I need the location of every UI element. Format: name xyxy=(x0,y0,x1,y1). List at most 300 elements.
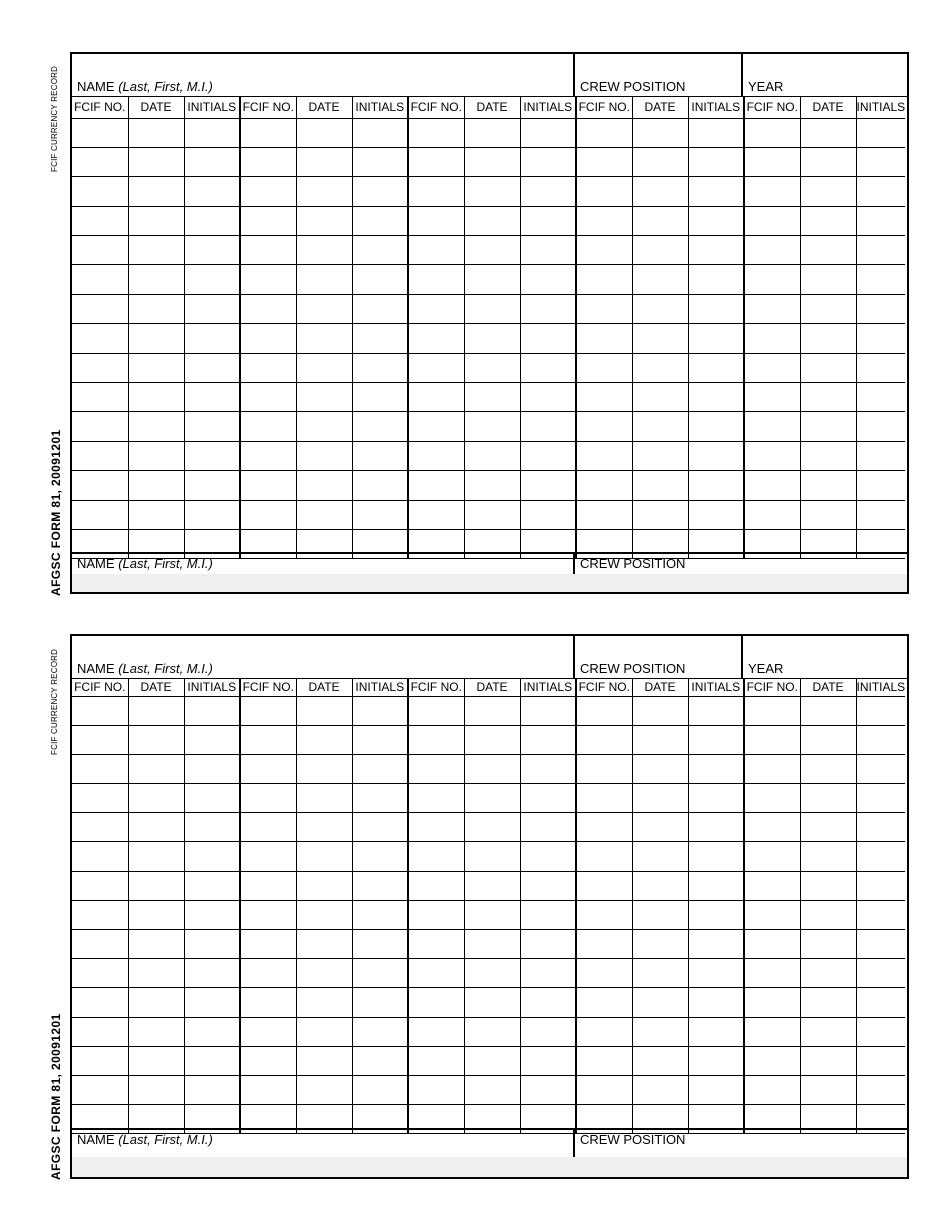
date-cell[interactable] xyxy=(296,988,352,1017)
initials-cell[interactable] xyxy=(856,441,905,470)
initials-cell[interactable] xyxy=(184,1075,240,1104)
initials-cell[interactable] xyxy=(352,236,408,265)
fcif-no-cell[interactable] xyxy=(408,842,464,871)
fcif-no-cell[interactable] xyxy=(72,813,128,842)
initials-cell[interactable] xyxy=(856,930,905,959)
initials-cell[interactable] xyxy=(352,930,408,959)
fcif-no-cell[interactable] xyxy=(576,988,632,1017)
initials-cell[interactable] xyxy=(352,1075,408,1104)
initials-cell[interactable] xyxy=(520,471,576,500)
initials-cell[interactable] xyxy=(184,324,240,353)
date-cell[interactable] xyxy=(800,147,856,176)
date-cell[interactable] xyxy=(128,900,184,929)
fcif-no-cell[interactable] xyxy=(240,754,296,783)
fcif-no-cell[interactable] xyxy=(576,725,632,754)
fcif-no-cell[interactable] xyxy=(576,1017,632,1046)
date-cell[interactable] xyxy=(800,177,856,206)
fcif-no-cell[interactable] xyxy=(72,900,128,929)
fcif-no-cell[interactable] xyxy=(744,1017,800,1046)
fcif-no-cell[interactable] xyxy=(240,236,296,265)
date-cell[interactable] xyxy=(296,696,352,725)
fcif-no-cell[interactable] xyxy=(72,1075,128,1104)
initials-cell[interactable] xyxy=(352,147,408,176)
initials-cell[interactable] xyxy=(856,118,905,147)
initials-cell[interactable] xyxy=(184,784,240,813)
initials-cell[interactable] xyxy=(688,871,744,900)
initials-cell[interactable] xyxy=(184,118,240,147)
fcif-no-cell[interactable] xyxy=(408,725,464,754)
date-cell[interactable] xyxy=(464,1075,520,1104)
fcif-no-cell[interactable] xyxy=(744,959,800,988)
fcif-no-cell[interactable] xyxy=(576,1075,632,1104)
fcif-no-cell[interactable] xyxy=(240,871,296,900)
initials-cell[interactable] xyxy=(352,177,408,206)
date-cell[interactable] xyxy=(128,471,184,500)
date-cell[interactable] xyxy=(128,177,184,206)
date-cell[interactable] xyxy=(800,754,856,783)
fcif-no-cell[interactable] xyxy=(576,265,632,294)
fcif-no-cell[interactable] xyxy=(240,412,296,441)
fcif-no-cell[interactable] xyxy=(72,265,128,294)
fcif-no-cell[interactable] xyxy=(240,1017,296,1046)
date-cell[interactable] xyxy=(632,383,688,412)
date-cell[interactable] xyxy=(296,1017,352,1046)
initials-cell[interactable] xyxy=(184,900,240,929)
fcif-no-cell[interactable] xyxy=(744,147,800,176)
initials-cell[interactable] xyxy=(856,147,905,176)
date-cell[interactable] xyxy=(632,959,688,988)
date-cell[interactable] xyxy=(800,1046,856,1075)
fcif-no-cell[interactable] xyxy=(576,353,632,382)
date-cell[interactable] xyxy=(296,871,352,900)
fcif-no-cell[interactable] xyxy=(576,1046,632,1075)
initials-cell[interactable] xyxy=(856,842,905,871)
initials-cell[interactable] xyxy=(352,988,408,1017)
initials-cell[interactable] xyxy=(520,206,576,235)
initials-cell[interactable] xyxy=(352,725,408,754)
fcif-no-cell[interactable] xyxy=(576,294,632,323)
initials-cell[interactable] xyxy=(352,1017,408,1046)
date-cell[interactable] xyxy=(128,725,184,754)
fcif-no-cell[interactable] xyxy=(72,118,128,147)
date-cell[interactable] xyxy=(800,383,856,412)
fcif-no-cell[interactable] xyxy=(240,471,296,500)
initials-cell[interactable] xyxy=(352,383,408,412)
initials-cell[interactable] xyxy=(352,754,408,783)
fcif-no-cell[interactable] xyxy=(744,1075,800,1104)
fcif-no-cell[interactable] xyxy=(576,871,632,900)
date-cell[interactable] xyxy=(632,206,688,235)
initials-cell[interactable] xyxy=(184,696,240,725)
date-cell[interactable] xyxy=(128,147,184,176)
initials-cell[interactable] xyxy=(688,177,744,206)
date-cell[interactable] xyxy=(800,725,856,754)
date-cell[interactable] xyxy=(296,441,352,470)
date-cell[interactable] xyxy=(128,784,184,813)
date-cell[interactable] xyxy=(464,930,520,959)
date-cell[interactable] xyxy=(128,813,184,842)
initials-cell[interactable] xyxy=(688,900,744,929)
fcif-no-cell[interactable] xyxy=(72,324,128,353)
fcif-no-cell[interactable] xyxy=(408,412,464,441)
initials-cell[interactable] xyxy=(184,177,240,206)
date-cell[interactable] xyxy=(464,725,520,754)
initials-cell[interactable] xyxy=(184,1017,240,1046)
initials-cell[interactable] xyxy=(856,294,905,323)
initials-cell[interactable] xyxy=(352,294,408,323)
date-cell[interactable] xyxy=(464,324,520,353)
date-cell[interactable] xyxy=(632,265,688,294)
initials-cell[interactable] xyxy=(688,471,744,500)
fcif-no-cell[interactable] xyxy=(408,754,464,783)
date-cell[interactable] xyxy=(632,871,688,900)
fcif-no-cell[interactable] xyxy=(744,754,800,783)
date-cell[interactable] xyxy=(464,118,520,147)
date-cell[interactable] xyxy=(296,324,352,353)
initials-cell[interactable] xyxy=(520,1046,576,1075)
initials-cell[interactable] xyxy=(352,900,408,929)
initials-cell[interactable] xyxy=(856,177,905,206)
fcif-no-cell[interactable] xyxy=(576,441,632,470)
date-cell[interactable] xyxy=(800,842,856,871)
date-cell[interactable] xyxy=(800,813,856,842)
fcif-no-cell[interactable] xyxy=(240,294,296,323)
date-cell[interactable] xyxy=(128,441,184,470)
fcif-no-cell[interactable] xyxy=(408,353,464,382)
fcif-no-cell[interactable] xyxy=(408,930,464,959)
fcif-no-cell[interactable] xyxy=(576,696,632,725)
initials-cell[interactable] xyxy=(688,784,744,813)
date-cell[interactable] xyxy=(296,500,352,529)
date-cell[interactable] xyxy=(464,500,520,529)
initials-cell[interactable] xyxy=(352,959,408,988)
footer-name-entry[interactable] xyxy=(72,574,907,592)
fcif-no-cell[interactable] xyxy=(744,813,800,842)
date-cell[interactable] xyxy=(296,353,352,382)
date-cell[interactable] xyxy=(128,412,184,441)
date-cell[interactable] xyxy=(464,471,520,500)
date-cell[interactable] xyxy=(800,324,856,353)
fcif-no-cell[interactable] xyxy=(408,900,464,929)
date-cell[interactable] xyxy=(800,294,856,323)
initials-cell[interactable] xyxy=(184,294,240,323)
initials-cell[interactable] xyxy=(520,930,576,959)
fcif-no-cell[interactable] xyxy=(576,324,632,353)
date-cell[interactable] xyxy=(296,1075,352,1104)
date-cell[interactable] xyxy=(464,813,520,842)
fcif-no-cell[interactable] xyxy=(744,500,800,529)
initials-cell[interactable] xyxy=(520,265,576,294)
initials-cell[interactable] xyxy=(688,959,744,988)
fcif-no-cell[interactable] xyxy=(744,383,800,412)
fcif-no-cell[interactable] xyxy=(744,441,800,470)
fcif-no-cell[interactable] xyxy=(72,1046,128,1075)
initials-cell[interactable] xyxy=(184,441,240,470)
date-cell[interactable] xyxy=(296,900,352,929)
initials-cell[interactable] xyxy=(184,383,240,412)
date-cell[interactable] xyxy=(128,118,184,147)
fcif-no-cell[interactable] xyxy=(240,959,296,988)
date-cell[interactable] xyxy=(464,842,520,871)
initials-cell[interactable] xyxy=(184,500,240,529)
initials-cell[interactable] xyxy=(856,412,905,441)
initials-cell[interactable] xyxy=(688,206,744,235)
initials-cell[interactable] xyxy=(352,1046,408,1075)
initials-cell[interactable] xyxy=(184,147,240,176)
date-cell[interactable] xyxy=(632,500,688,529)
initials-cell[interactable] xyxy=(352,353,408,382)
initials-cell[interactable] xyxy=(184,353,240,382)
fcif-no-cell[interactable] xyxy=(240,900,296,929)
initials-cell[interactable] xyxy=(520,754,576,783)
initials-cell[interactable] xyxy=(688,147,744,176)
initials-cell[interactable] xyxy=(520,900,576,929)
date-cell[interactable] xyxy=(632,324,688,353)
date-cell[interactable] xyxy=(296,930,352,959)
fcif-no-cell[interactable] xyxy=(576,383,632,412)
fcif-no-cell[interactable] xyxy=(576,206,632,235)
initials-cell[interactable] xyxy=(352,784,408,813)
fcif-no-cell[interactable] xyxy=(72,441,128,470)
initials-cell[interactable] xyxy=(520,1075,576,1104)
initials-cell[interactable] xyxy=(688,412,744,441)
date-cell[interactable] xyxy=(128,294,184,323)
initials-cell[interactable] xyxy=(856,206,905,235)
fcif-no-cell[interactable] xyxy=(744,471,800,500)
fcif-no-cell[interactable] xyxy=(408,441,464,470)
fcif-no-cell[interactable] xyxy=(744,294,800,323)
fcif-no-cell[interactable] xyxy=(240,784,296,813)
fcif-no-cell[interactable] xyxy=(744,784,800,813)
date-cell[interactable] xyxy=(800,988,856,1017)
initials-cell[interactable] xyxy=(352,324,408,353)
fcif-no-cell[interactable] xyxy=(408,988,464,1017)
initials-cell[interactable] xyxy=(856,265,905,294)
initials-cell[interactable] xyxy=(520,177,576,206)
initials-cell[interactable] xyxy=(520,294,576,323)
initials-cell[interactable] xyxy=(184,471,240,500)
date-cell[interactable] xyxy=(800,930,856,959)
initials-cell[interactable] xyxy=(184,842,240,871)
date-cell[interactable] xyxy=(296,784,352,813)
fcif-no-cell[interactable] xyxy=(240,725,296,754)
fcif-no-cell[interactable] xyxy=(408,147,464,176)
date-cell[interactable] xyxy=(632,1075,688,1104)
date-cell[interactable] xyxy=(128,324,184,353)
fcif-no-cell[interactable] xyxy=(240,441,296,470)
fcif-no-cell[interactable] xyxy=(576,412,632,441)
initials-cell[interactable] xyxy=(688,118,744,147)
initials-cell[interactable] xyxy=(688,353,744,382)
date-cell[interactable] xyxy=(464,441,520,470)
fcif-no-cell[interactable] xyxy=(240,988,296,1017)
fcif-no-cell[interactable] xyxy=(408,871,464,900)
date-cell[interactable] xyxy=(632,353,688,382)
fcif-no-cell[interactable] xyxy=(576,813,632,842)
date-cell[interactable] xyxy=(632,177,688,206)
fcif-no-cell[interactable] xyxy=(408,294,464,323)
date-cell[interactable] xyxy=(296,383,352,412)
date-cell[interactable] xyxy=(632,754,688,783)
date-cell[interactable] xyxy=(296,725,352,754)
initials-cell[interactable] xyxy=(856,959,905,988)
initials-cell[interactable] xyxy=(856,900,905,929)
initials-cell[interactable] xyxy=(520,842,576,871)
initials-cell[interactable] xyxy=(688,1075,744,1104)
initials-cell[interactable] xyxy=(184,236,240,265)
initials-cell[interactable] xyxy=(856,236,905,265)
fcif-no-cell[interactable] xyxy=(408,1075,464,1104)
date-cell[interactable] xyxy=(800,900,856,929)
fcif-no-cell[interactable] xyxy=(576,842,632,871)
fcif-no-cell[interactable] xyxy=(576,177,632,206)
date-cell[interactable] xyxy=(464,147,520,176)
date-cell[interactable] xyxy=(296,813,352,842)
date-cell[interactable] xyxy=(128,959,184,988)
initials-cell[interactable] xyxy=(856,696,905,725)
date-cell[interactable] xyxy=(296,206,352,235)
initials-cell[interactable] xyxy=(184,871,240,900)
fcif-no-cell[interactable] xyxy=(72,784,128,813)
initials-cell[interactable] xyxy=(688,696,744,725)
fcif-no-cell[interactable] xyxy=(72,383,128,412)
date-cell[interactable] xyxy=(296,471,352,500)
fcif-no-cell[interactable] xyxy=(240,353,296,382)
date-cell[interactable] xyxy=(800,412,856,441)
fcif-no-cell[interactable] xyxy=(408,236,464,265)
date-cell[interactable] xyxy=(128,383,184,412)
fcif-no-cell[interactable] xyxy=(72,959,128,988)
date-cell[interactable] xyxy=(464,1046,520,1075)
fcif-no-cell[interactable] xyxy=(408,118,464,147)
date-cell[interactable] xyxy=(800,441,856,470)
date-cell[interactable] xyxy=(464,412,520,441)
initials-cell[interactable] xyxy=(856,1046,905,1075)
date-cell[interactable] xyxy=(128,236,184,265)
date-cell[interactable] xyxy=(800,206,856,235)
initials-cell[interactable] xyxy=(688,236,744,265)
initials-cell[interactable] xyxy=(352,206,408,235)
fcif-no-cell[interactable] xyxy=(408,696,464,725)
fcif-no-cell[interactable] xyxy=(408,471,464,500)
date-cell[interactable] xyxy=(464,265,520,294)
initials-cell[interactable] xyxy=(520,441,576,470)
date-cell[interactable] xyxy=(128,930,184,959)
fcif-no-cell[interactable] xyxy=(72,1017,128,1046)
date-cell[interactable] xyxy=(632,813,688,842)
date-cell[interactable] xyxy=(800,871,856,900)
fcif-no-cell[interactable] xyxy=(408,206,464,235)
fcif-no-cell[interactable] xyxy=(240,813,296,842)
fcif-no-cell[interactable] xyxy=(72,500,128,529)
date-cell[interactable] xyxy=(296,265,352,294)
initials-cell[interactable] xyxy=(184,988,240,1017)
date-cell[interactable] xyxy=(128,754,184,783)
date-cell[interactable] xyxy=(128,1046,184,1075)
fcif-no-cell[interactable] xyxy=(408,265,464,294)
date-cell[interactable] xyxy=(296,294,352,323)
initials-cell[interactable] xyxy=(184,265,240,294)
initials-cell[interactable] xyxy=(520,147,576,176)
fcif-no-cell[interactable] xyxy=(72,294,128,323)
fcif-no-cell[interactable] xyxy=(744,177,800,206)
date-cell[interactable] xyxy=(464,900,520,929)
date-cell[interactable] xyxy=(296,236,352,265)
initials-cell[interactable] xyxy=(856,725,905,754)
initials-cell[interactable] xyxy=(520,871,576,900)
fcif-no-cell[interactable] xyxy=(744,696,800,725)
date-cell[interactable] xyxy=(632,696,688,725)
date-cell[interactable] xyxy=(800,696,856,725)
fcif-no-cell[interactable] xyxy=(240,147,296,176)
initials-cell[interactable] xyxy=(688,383,744,412)
date-cell[interactable] xyxy=(128,500,184,529)
initials-cell[interactable] xyxy=(352,441,408,470)
date-cell[interactable] xyxy=(464,206,520,235)
date-cell[interactable] xyxy=(464,959,520,988)
date-cell[interactable] xyxy=(296,118,352,147)
fcif-no-cell[interactable] xyxy=(72,930,128,959)
fcif-no-cell[interactable] xyxy=(744,871,800,900)
initials-cell[interactable] xyxy=(184,725,240,754)
initials-cell[interactable] xyxy=(352,412,408,441)
initials-cell[interactable] xyxy=(688,1046,744,1075)
fcif-no-cell[interactable] xyxy=(576,959,632,988)
date-cell[interactable] xyxy=(128,1017,184,1046)
date-cell[interactable] xyxy=(464,236,520,265)
initials-cell[interactable] xyxy=(352,813,408,842)
fcif-no-cell[interactable] xyxy=(240,177,296,206)
date-cell[interactable] xyxy=(464,177,520,206)
initials-cell[interactable] xyxy=(688,813,744,842)
date-cell[interactable] xyxy=(632,784,688,813)
initials-cell[interactable] xyxy=(184,813,240,842)
initials-cell[interactable] xyxy=(856,813,905,842)
initials-cell[interactable] xyxy=(856,988,905,1017)
date-cell[interactable] xyxy=(632,1046,688,1075)
fcif-no-cell[interactable] xyxy=(408,784,464,813)
initials-cell[interactable] xyxy=(184,754,240,783)
date-cell[interactable] xyxy=(800,784,856,813)
initials-cell[interactable] xyxy=(856,383,905,412)
initials-cell[interactable] xyxy=(520,500,576,529)
initials-cell[interactable] xyxy=(856,500,905,529)
fcif-no-cell[interactable] xyxy=(240,842,296,871)
initials-cell[interactable] xyxy=(520,784,576,813)
fcif-no-cell[interactable] xyxy=(408,324,464,353)
initials-cell[interactable] xyxy=(688,324,744,353)
date-cell[interactable] xyxy=(128,353,184,382)
date-cell[interactable] xyxy=(296,147,352,176)
initials-cell[interactable] xyxy=(184,959,240,988)
fcif-no-cell[interactable] xyxy=(576,500,632,529)
fcif-no-cell[interactable] xyxy=(744,988,800,1017)
initials-cell[interactable] xyxy=(520,959,576,988)
fcif-no-cell[interactable] xyxy=(744,236,800,265)
initials-cell[interactable] xyxy=(184,1046,240,1075)
date-cell[interactable] xyxy=(632,412,688,441)
date-cell[interactable] xyxy=(464,871,520,900)
initials-cell[interactable] xyxy=(856,471,905,500)
date-cell[interactable] xyxy=(464,353,520,382)
date-cell[interactable] xyxy=(464,383,520,412)
initials-cell[interactable] xyxy=(688,725,744,754)
fcif-no-cell[interactable] xyxy=(72,696,128,725)
initials-cell[interactable] xyxy=(688,1017,744,1046)
initials-cell[interactable] xyxy=(184,412,240,441)
initials-cell[interactable] xyxy=(856,1075,905,1104)
fcif-no-cell[interactable] xyxy=(576,147,632,176)
